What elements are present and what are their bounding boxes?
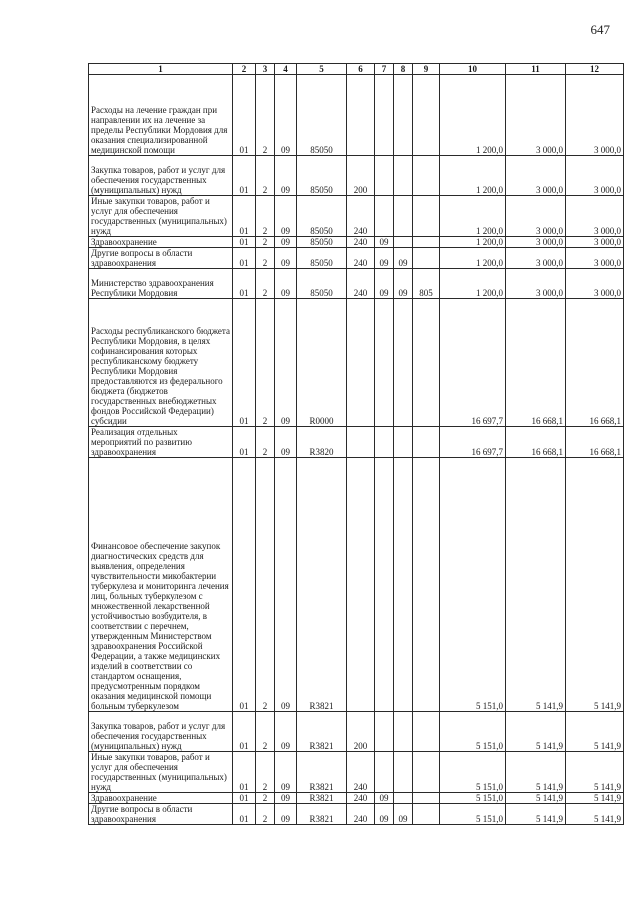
cell-col-4: 09 xyxy=(275,458,297,712)
row-name: Реализация отдельных мероприятий по развитию здравоохранения xyxy=(89,427,233,458)
cell-col-10: 16 697,7 xyxy=(440,427,506,458)
cell-col-3: 2 xyxy=(256,269,275,299)
cell-col-10: 5 151,0 xyxy=(440,793,506,804)
row-name: Финансовое обеспечение закупок диагностических средств для выявления, определения чувствительности микобактерии туберкулеза и мониторинга лечения лиц, больных туберкулезом с множественной лекарственной устойчивостью возбудителя, в соответствии с перечнем, утвержденным Министерством здравоохранения Российской Федерации, а также медицинских изделий в соответствии со стандартом оснащения, предусмотренным порядком оказания медицинской помощи больным туберкулезом xyxy=(89,458,233,712)
cell-col-6: 240 xyxy=(347,237,375,248)
cell-col-3: 2 xyxy=(256,299,275,427)
row-name: Закупка товаров, работ и услуг для обеспечения государственных (муниципальных) нужд xyxy=(89,712,233,752)
cell-col-3: 2 xyxy=(256,75,275,156)
cell-col-11: 5 141,9 xyxy=(506,752,566,793)
cell-col-3: 2 xyxy=(256,156,275,196)
cell-col-9: 805 xyxy=(413,269,440,299)
cell-col-3: 2 xyxy=(256,248,275,269)
row-name: Здравоохранение xyxy=(89,237,233,248)
cell-col-10: 1 200,0 xyxy=(440,237,506,248)
cell-col-11: 3 000,0 xyxy=(506,156,566,196)
table-row xyxy=(89,793,624,804)
column-header-12: 12 xyxy=(566,64,624,75)
column-header-1: 1 xyxy=(89,64,233,75)
row-name: Здравоохранение xyxy=(89,793,233,804)
cell-col-7: 09 xyxy=(375,793,394,804)
cell-col-8 xyxy=(394,237,413,248)
table-row xyxy=(89,752,624,793)
cell-col-8 xyxy=(394,196,413,237)
cell-col-7 xyxy=(375,427,394,458)
cell-col-9 xyxy=(413,156,440,196)
cell-col-9 xyxy=(413,712,440,752)
cell-col-4: 09 xyxy=(275,712,297,752)
table-row xyxy=(89,269,624,299)
cell-col-5: R3821 xyxy=(297,804,347,825)
cell-col-7 xyxy=(375,752,394,793)
page-number: 647 xyxy=(590,22,610,37)
cell-col-12: 5 141,9 xyxy=(566,712,624,752)
cell-col-12: 5 141,9 xyxy=(566,793,624,804)
cell-col-4: 09 xyxy=(275,156,297,196)
cell-col-11: 3 000,0 xyxy=(506,237,566,248)
cell-col-6: 240 xyxy=(347,793,375,804)
cell-col-4: 09 xyxy=(275,793,297,804)
cell-col-12: 5 141,9 xyxy=(566,804,624,825)
column-header-3: 3 xyxy=(256,64,275,75)
cell-col-12: 3 000,0 xyxy=(566,237,624,248)
cell-col-7: 09 xyxy=(375,804,394,825)
cell-col-5: 85050 xyxy=(297,156,347,196)
cell-col-2: 01 xyxy=(233,299,256,427)
row-name: Министерство здравоохранения Республики Мордовия xyxy=(89,269,233,299)
cell-col-3: 2 xyxy=(256,196,275,237)
cell-col-2: 01 xyxy=(233,804,256,825)
row-name: Расходы на лечение граждан при направлении их на лечение за пределы Республики Мордовия для оказания специализированной медицинской помощи xyxy=(89,75,233,156)
cell-col-4: 09 xyxy=(275,752,297,793)
cell-col-6: 240 xyxy=(347,248,375,269)
column-header-4: 4 xyxy=(275,64,297,75)
row-name: Закупка товаров, работ и услуг для обеспечения государственных (муниципальных) нужд xyxy=(89,156,233,196)
cell-col-2: 01 xyxy=(233,427,256,458)
table-row xyxy=(89,427,624,458)
cell-col-3: 2 xyxy=(256,804,275,825)
cell-col-11: 5 141,9 xyxy=(506,458,566,712)
cell-col-10: 1 200,0 xyxy=(440,269,506,299)
cell-col-2: 01 xyxy=(233,156,256,196)
cell-col-3: 2 xyxy=(256,793,275,804)
cell-col-3: 2 xyxy=(256,458,275,712)
cell-col-7: 09 xyxy=(375,237,394,248)
cell-col-4: 09 xyxy=(275,804,297,825)
cell-col-4: 09 xyxy=(275,237,297,248)
cell-col-11: 5 141,9 xyxy=(506,793,566,804)
cell-col-9 xyxy=(413,427,440,458)
cell-col-12: 5 141,9 xyxy=(566,752,624,793)
cell-col-6 xyxy=(347,427,375,458)
cell-col-6 xyxy=(347,458,375,712)
cell-col-9 xyxy=(413,248,440,269)
cell-col-12: 3 000,0 xyxy=(566,75,624,156)
cell-col-5: R0000 xyxy=(297,299,347,427)
column-header-5: 5 xyxy=(297,64,347,75)
cell-col-10: 1 200,0 xyxy=(440,75,506,156)
row-name: Иные закупки товаров, работ и услуг для обеспечения государственных (муниципальных) нужд xyxy=(89,752,233,793)
cell-col-10: 5 151,0 xyxy=(440,712,506,752)
table-row xyxy=(89,196,624,237)
cell-col-6 xyxy=(347,75,375,156)
cell-col-4: 09 xyxy=(275,269,297,299)
table-row xyxy=(89,804,624,825)
cell-col-4: 09 xyxy=(275,427,297,458)
cell-col-8: 09 xyxy=(394,269,413,299)
cell-col-5: R3821 xyxy=(297,712,347,752)
cell-col-5: R3820 xyxy=(297,427,347,458)
cell-col-8 xyxy=(394,793,413,804)
cell-col-11: 5 141,9 xyxy=(506,804,566,825)
cell-col-8: 09 xyxy=(394,248,413,269)
cell-col-9 xyxy=(413,75,440,156)
cell-col-10: 1 200,0 xyxy=(440,248,506,269)
cell-col-2: 01 xyxy=(233,196,256,237)
column-header-10: 10 xyxy=(440,64,506,75)
cell-col-2: 01 xyxy=(233,248,256,269)
column-header-8: 8 xyxy=(394,64,413,75)
cell-col-5: R3821 xyxy=(297,793,347,804)
cell-col-9 xyxy=(413,793,440,804)
cell-col-6: 200 xyxy=(347,156,375,196)
cell-col-11: 3 000,0 xyxy=(506,75,566,156)
cell-col-8 xyxy=(394,712,413,752)
cell-col-10: 1 200,0 xyxy=(440,156,506,196)
cell-col-2: 01 xyxy=(233,75,256,156)
cell-col-5: 85050 xyxy=(297,75,347,156)
cell-col-12: 16 668,1 xyxy=(566,299,624,427)
table-body xyxy=(89,75,624,825)
column-header-7: 7 xyxy=(375,64,394,75)
cell-col-11: 16 668,1 xyxy=(506,427,566,458)
cell-col-11: 16 668,1 xyxy=(506,299,566,427)
table-row xyxy=(89,712,624,752)
table-row xyxy=(89,248,624,269)
cell-col-8 xyxy=(394,299,413,427)
cell-col-5: R3821 xyxy=(297,752,347,793)
cell-col-5: R3821 xyxy=(297,458,347,712)
cell-col-7 xyxy=(375,196,394,237)
column-header-11: 11 xyxy=(506,64,566,75)
cell-col-2: 01 xyxy=(233,752,256,793)
cell-col-2: 01 xyxy=(233,237,256,248)
cell-col-12: 16 668,1 xyxy=(566,427,624,458)
cell-col-12: 3 000,0 xyxy=(566,156,624,196)
cell-col-11: 3 000,0 xyxy=(506,269,566,299)
column-header-6: 6 xyxy=(347,64,375,75)
cell-col-11: 3 000,0 xyxy=(506,248,566,269)
cell-col-6: 200 xyxy=(347,712,375,752)
cell-col-9 xyxy=(413,752,440,793)
table-row xyxy=(89,458,624,712)
header-row xyxy=(89,64,624,75)
cell-col-10: 16 697,7 xyxy=(440,299,506,427)
row-name: Иные закупки товаров, работ и услуг для обеспечения государственных (муниципальных) нужд xyxy=(89,196,233,237)
budget-table xyxy=(88,63,624,825)
cell-col-4: 09 xyxy=(275,196,297,237)
row-name: Другие вопросы в области здравоохранения xyxy=(89,248,233,269)
cell-col-6 xyxy=(347,299,375,427)
cell-col-3: 2 xyxy=(256,427,275,458)
cell-col-3: 2 xyxy=(256,712,275,752)
cell-col-5: 85050 xyxy=(297,237,347,248)
cell-col-8 xyxy=(394,458,413,712)
cell-col-12: 3 000,0 xyxy=(566,269,624,299)
cell-col-8 xyxy=(394,156,413,196)
cell-col-12: 3 000,0 xyxy=(566,196,624,237)
cell-col-3: 2 xyxy=(256,237,275,248)
table-row xyxy=(89,299,624,427)
cell-col-2: 01 xyxy=(233,793,256,804)
cell-col-7 xyxy=(375,156,394,196)
cell-col-12: 5 141,9 xyxy=(566,458,624,712)
cell-col-12: 3 000,0 xyxy=(566,248,624,269)
cell-col-7: 09 xyxy=(375,269,394,299)
cell-col-8 xyxy=(394,752,413,793)
cell-col-7 xyxy=(375,75,394,156)
cell-col-4: 09 xyxy=(275,75,297,156)
cell-col-7 xyxy=(375,299,394,427)
table-row xyxy=(89,156,624,196)
cell-col-8 xyxy=(394,427,413,458)
cell-col-9 xyxy=(413,458,440,712)
cell-col-9 xyxy=(413,237,440,248)
cell-col-6: 240 xyxy=(347,269,375,299)
row-name: Расходы республиканского бюджета Республики Мордовия, в целях софинансирования которых республиканскому бюджету Республики Мордовия предоставляются из федерального бюджета (бюджетов государственных внебюджетных фондов Российской Федерации) субсидии xyxy=(89,299,233,427)
cell-col-10: 1 200,0 xyxy=(440,196,506,237)
cell-col-7 xyxy=(375,458,394,712)
cell-col-11: 5 141,9 xyxy=(506,712,566,752)
column-header-9: 9 xyxy=(413,64,440,75)
cell-col-10: 5 151,0 xyxy=(440,752,506,793)
cell-col-9 xyxy=(413,196,440,237)
cell-col-6: 240 xyxy=(347,804,375,825)
cell-col-8: 09 xyxy=(394,804,413,825)
cell-col-7: 09 xyxy=(375,248,394,269)
column-header-2: 2 xyxy=(233,64,256,75)
cell-col-6: 240 xyxy=(347,752,375,793)
cell-col-2: 01 xyxy=(233,269,256,299)
cell-col-8 xyxy=(394,75,413,156)
cell-col-5: 85050 xyxy=(297,269,347,299)
cell-col-7 xyxy=(375,712,394,752)
cell-col-5: 85050 xyxy=(297,196,347,237)
cell-col-9 xyxy=(413,299,440,427)
cell-col-2: 01 xyxy=(233,712,256,752)
cell-col-9 xyxy=(413,804,440,825)
cell-col-10: 5 151,0 xyxy=(440,804,506,825)
cell-col-2: 01 xyxy=(233,458,256,712)
table-row xyxy=(89,75,624,156)
cell-col-3: 2 xyxy=(256,752,275,793)
cell-col-11: 3 000,0 xyxy=(506,196,566,237)
cell-col-6: 240 xyxy=(347,196,375,237)
table-row xyxy=(89,237,624,248)
cell-col-4: 09 xyxy=(275,299,297,427)
row-name: Другие вопросы в области здравоохранения xyxy=(89,804,233,825)
cell-col-10: 5 151,0 xyxy=(440,458,506,712)
cell-col-4: 09 xyxy=(275,248,297,269)
cell-col-5: 85050 xyxy=(297,248,347,269)
